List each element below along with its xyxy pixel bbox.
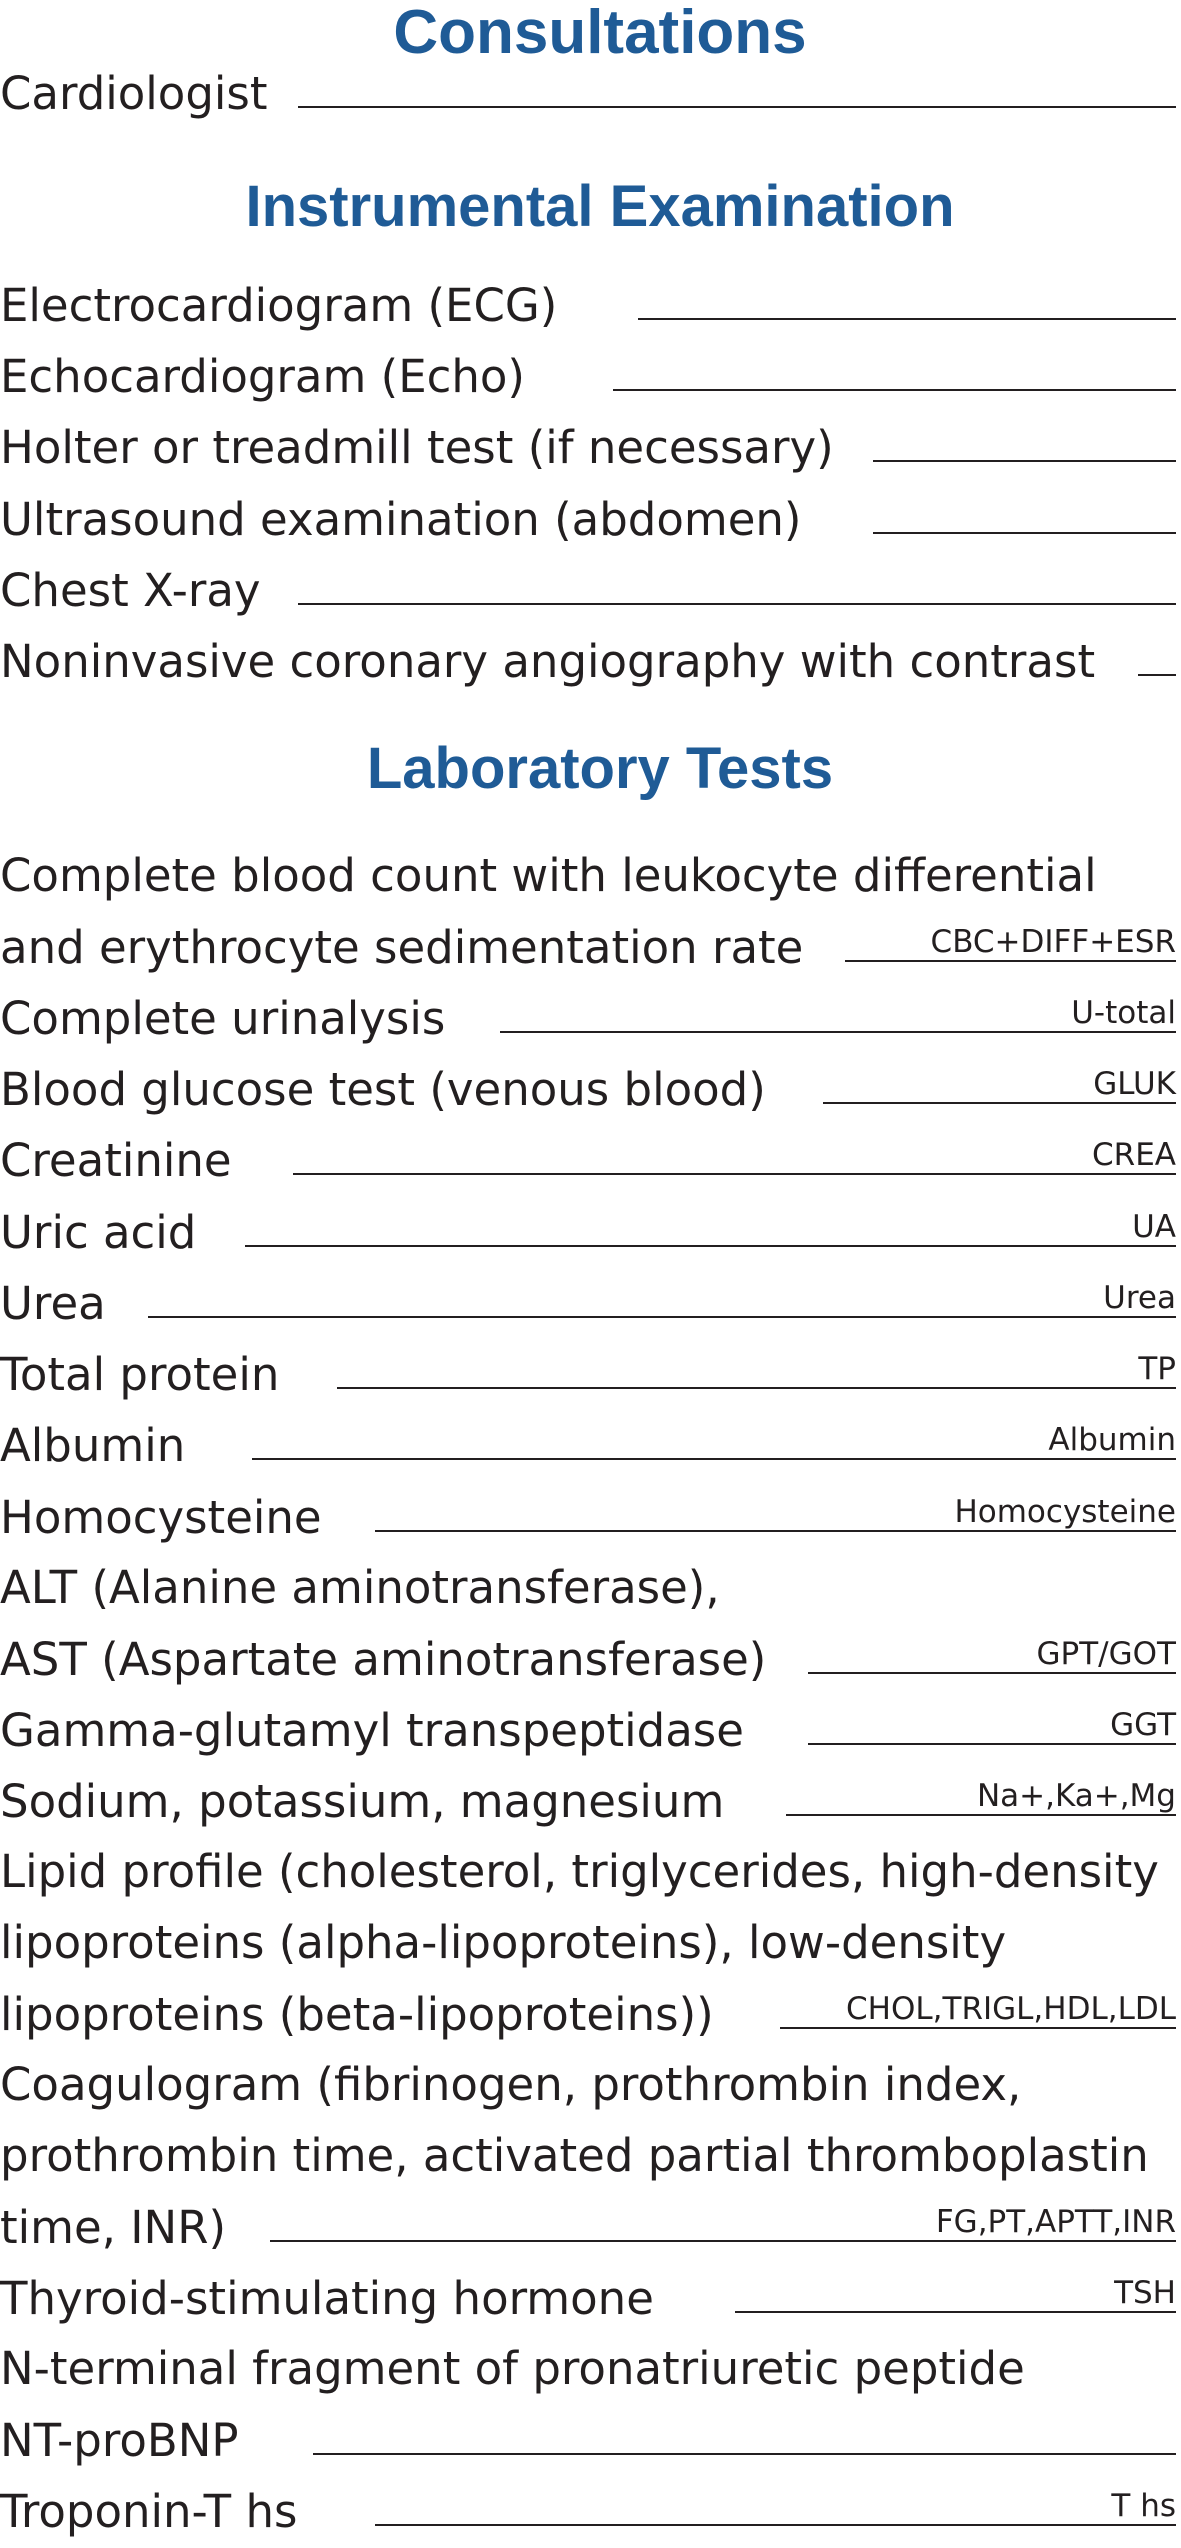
item-label: Noninvasive coronary angiography with contrast xyxy=(0,635,1096,688)
item-label: Ultrasound examination (abdomen) xyxy=(0,493,802,546)
item-label-line: and erythrocyte sedimentation rate xyxy=(0,921,804,974)
lab-item-albumin xyxy=(0,1412,1176,1474)
entry-line[interactable] xyxy=(245,1245,1176,1247)
lab-item-cbc xyxy=(0,914,1176,976)
entry-line[interactable] xyxy=(298,106,1176,108)
test-code: GGT xyxy=(1110,1707,1176,1743)
item-label: Total protein xyxy=(0,1348,280,1401)
item-label-line: AST (Aspartate aminotransferase) xyxy=(0,1633,767,1686)
test-code: Na+,Ka+,Mg xyxy=(976,1778,1176,1814)
item-label: Gamma-glutamyl transpeptidase xyxy=(0,1704,744,1757)
item-label: Echocardiogram (Echo) xyxy=(0,350,525,403)
item-label: Homocysteine xyxy=(0,1491,322,1544)
lab-item-homocysteine xyxy=(0,1484,1176,1546)
entry-line[interactable] xyxy=(298,603,1176,605)
test-code: GLUK xyxy=(1093,1066,1176,1102)
lab-item-tsh xyxy=(0,2265,1176,2327)
entry-line[interactable] xyxy=(873,532,1176,534)
instrumental-item-ultrasound xyxy=(0,486,1176,548)
item-label: Albumin xyxy=(0,1419,186,1472)
test-code: TSH xyxy=(1114,2275,1176,2311)
section-title-laboratory-tests: Laboratory Tests xyxy=(366,736,834,801)
item-label-line: prothrombin time, activated partial thromboplastin xyxy=(0,2129,1149,2182)
item-label-line: N-terminal fragment of pronatriuretic peptide xyxy=(0,2342,1025,2395)
entry-line[interactable] xyxy=(1138,674,1176,676)
instrumental-item-echo xyxy=(0,343,1176,405)
entry-line[interactable] xyxy=(337,1387,1176,1389)
test-code: Urea xyxy=(1103,1280,1176,1316)
entry-line[interactable] xyxy=(780,2027,1176,2029)
item-label: Cardiologist xyxy=(0,67,268,120)
instrumental-item-ecg xyxy=(0,272,1176,334)
item-label-line: lipoproteins (alpha-lipoproteins), low-density xyxy=(0,1916,1007,1969)
item-label-line: NT-proBNP xyxy=(0,2414,239,2467)
item-label: Creatinine xyxy=(0,1134,232,1187)
section-title-instrumental-examination: Instrumental Examination xyxy=(245,174,955,239)
entry-line[interactable] xyxy=(293,1173,1176,1175)
entry-line[interactable] xyxy=(375,2524,1176,2526)
entry-line[interactable] xyxy=(638,318,1176,320)
test-code: U-total xyxy=(1071,995,1176,1031)
item-label: Blood glucose test (venous blood) xyxy=(0,1063,766,1116)
item-label: Complete urinalysis xyxy=(0,992,446,1045)
lab-item-ggt xyxy=(0,1697,1176,1759)
entry-line[interactable] xyxy=(808,1672,1176,1674)
test-code: CBC+DIFF+ESR xyxy=(930,924,1176,960)
lab-item-troponin xyxy=(0,2478,1176,2540)
item-label: Sodium, potassium, magnesium xyxy=(0,1775,725,1828)
item-label: Electrocardiogram (ECG) xyxy=(0,279,558,332)
item-label: Urea xyxy=(0,1277,106,1330)
item-label: Thyroid-stimulating hormone xyxy=(0,2272,654,2325)
entry-line[interactable] xyxy=(500,1031,1176,1033)
entry-line[interactable] xyxy=(148,1316,1176,1318)
item-label: Chest X-ray xyxy=(0,564,261,617)
lab-item-uric-acid xyxy=(0,1199,1176,1261)
entry-line[interactable] xyxy=(845,960,1176,962)
test-code: FG,PT,APTT,INR xyxy=(935,2204,1176,2240)
entry-line[interactable] xyxy=(808,1743,1176,1745)
lab-item-lipid-profile xyxy=(0,1981,1176,2043)
entry-line[interactable] xyxy=(313,2453,1176,2455)
test-code: CREA xyxy=(1092,1137,1176,1173)
lab-item-urea xyxy=(0,1270,1176,1332)
entry-line[interactable] xyxy=(873,460,1176,462)
test-code: TP xyxy=(1138,1351,1176,1387)
entry-line[interactable] xyxy=(735,2311,1176,2313)
item-label-line: Lipid profile (cholesterol, triglycerides, high-density xyxy=(0,1845,1159,1898)
lab-item-creatinine xyxy=(0,1127,1176,1189)
item-label: Troponin-T hs xyxy=(0,2485,298,2538)
entry-line[interactable] xyxy=(252,1458,1176,1460)
test-code: T hs xyxy=(1111,2488,1176,2524)
lab-item-glucose xyxy=(0,1056,1176,1118)
test-code: UA xyxy=(1132,1209,1176,1245)
instrumental-item-holter xyxy=(0,414,1176,476)
item-label-line: lipoproteins (beta-lipoproteins)) xyxy=(0,1988,714,2041)
item-label-line: Complete blood count with leukocyte differential xyxy=(0,849,1097,902)
entry-line[interactable] xyxy=(823,1102,1176,1104)
lab-item-coagulogram xyxy=(0,2194,1176,2256)
test-code: CHOL,TRIGL,HDL,LDL xyxy=(846,1991,1176,2027)
test-code: GPT/GOT xyxy=(1036,1636,1176,1672)
item-label-line: ALT (Alanine aminotransferase), xyxy=(0,1561,720,1614)
lab-item-alt-ast xyxy=(0,1626,1176,1688)
section-title-consultations: Consultations xyxy=(393,0,807,67)
lab-item-electrolytes xyxy=(0,1768,1176,1830)
lab-item-total-protein xyxy=(0,1341,1176,1403)
lab-item-nt-probnp xyxy=(0,2407,1176,2469)
item-label: Uric acid xyxy=(0,1206,197,1259)
consultation-item-cardiologist xyxy=(0,60,1176,122)
item-label-line: time, INR) xyxy=(0,2201,227,2254)
lab-item-urinalysis xyxy=(0,985,1176,1047)
entry-line[interactable] xyxy=(375,1530,1176,1532)
entry-line[interactable] xyxy=(270,2240,1176,2242)
test-code: Albumin xyxy=(1048,1422,1176,1458)
item-label: Holter or treadmill test (if necessary) xyxy=(0,421,834,474)
entry-line[interactable] xyxy=(613,389,1176,391)
entry-line[interactable] xyxy=(786,1814,1176,1816)
item-label-line: Coagulogram (fibrinogen, prothrombin index, xyxy=(0,2058,1022,2111)
instrumental-item-coronary-angiography xyxy=(0,628,1176,690)
test-code: Homocysteine xyxy=(954,1494,1176,1530)
instrumental-item-chest-xray xyxy=(0,557,1176,619)
